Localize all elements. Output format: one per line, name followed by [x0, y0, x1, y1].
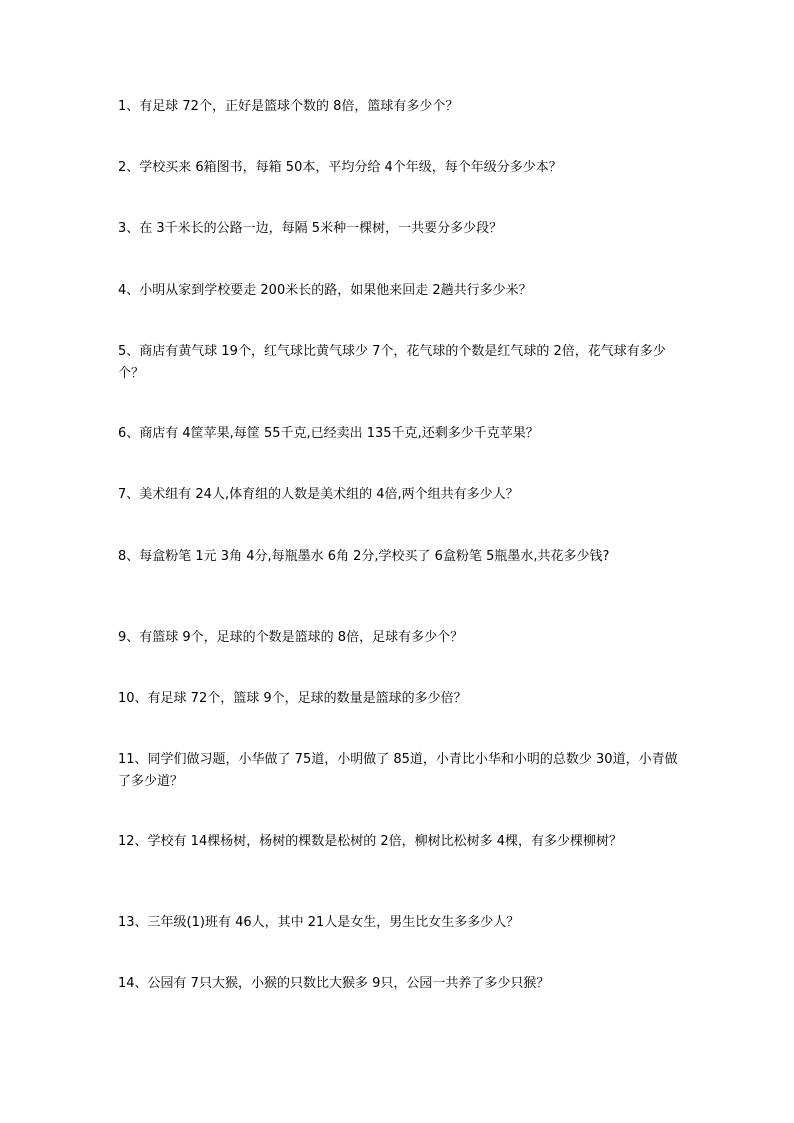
problem-12: 12、学校有 14棵杨树，杨树的棵数是松树的 2倍，柳树比松树多 4棵，有多少棵柳树？	[118, 834, 623, 849]
problem-13: 13、三年级(1)班有 46人，其中 21人是女生，男生比女生多多少人？	[118, 915, 520, 930]
problem-9: 9、有篮球 9个，足球的个数是篮球的 8倍，足球有多少个？	[118, 630, 464, 645]
problem-3: 3、在 3千米长的公路一边，每隔 5米种一棵树，一共要分多少段？	[118, 221, 503, 236]
problem-7: 7、美术组有 24人,体育组的人数是美术组的 4倍,两个组共有多少人？	[118, 487, 519, 502]
problem-5: 5、商店有黄气球 19个，红气球比黄气球少 7个，花气球的个数是红气球的 2倍，花气球有多少个？	[118, 344, 666, 381]
problem-8: 8、每盒粉笔 1元 3角 4分,每瓶墨水 6角 2分,学校买了 6盒粉笔 5瓶墨水,共花多少钱?	[118, 549, 610, 564]
problem-14: 14、公园有 7只大猴，小猴的只数比大猴多 9只，公园一共养了多少只猴？	[118, 976, 550, 991]
problem-4: 4、小明从家到学校要走 200米长的路，如果他来回走 2趟共行多少米？	[118, 283, 532, 298]
problem-2: 2、学校买来 6箱图书，每箱 50本，平均分给 4个年级，每个年级分多少本？	[118, 160, 562, 175]
problem-10: 10、有足球 72个，篮球 9个，足球的数量是篮球的多少倍？	[118, 691, 467, 706]
problem-1: 1、有足球 72个，正好是篮球个数的 8倍，篮球有多少个？	[118, 99, 459, 114]
problem-11: 11、同学们做习题，小华做了 75道，小明做了 85道，小青比小华和小明的总数少 30道，小青做了多少道？	[118, 752, 678, 789]
problem-6: 6、商店有 4筐苹果,每筐 55千克,已经卖出 135千克,还剩多少千克苹果？	[118, 426, 539, 441]
